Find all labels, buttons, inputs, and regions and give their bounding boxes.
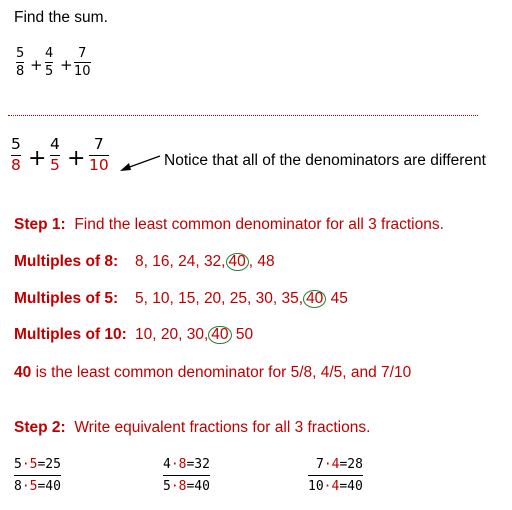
multiples-label: Multiples of 5: [14,290,119,307]
multiples-values: 5, 10, 15, 20, 25, 30, 35, [135,290,304,307]
multiplier: ·5 [21,457,38,472]
denominator: 8 [16,64,25,79]
lcd-value: 40 [14,364,32,381]
notice-text: Notice that all of the denominators are different [164,152,486,169]
result: =40 [37,479,61,494]
result: =40 [339,479,363,494]
base: 5 [163,479,171,494]
denominator: 5 [45,64,54,79]
fraction-bar [16,62,24,63]
multiples-values: 10, 20, 30, [135,326,209,343]
multiplier: ·5 [21,479,38,494]
step1-text: Find the least common denominator for all 3 fractions. [74,216,444,233]
problem-fraction-2-large [50,137,60,173]
section-divider [8,115,478,116]
numerator: 5 [11,135,21,153]
denominator: 10 [74,64,91,79]
numerator: 4 [45,46,54,61]
multiples-row-10 [14,326,253,344]
multiples-row-8 [14,253,275,271]
step2-text: Write equivalent fractions for all 3 fractions. [74,419,371,436]
denominator: 5 [50,155,60,174]
fraction-bar [308,475,363,476]
equivalent-fraction-3 [308,457,363,494]
multiplier: ·8 [170,479,187,494]
step2-line [14,419,370,437]
result: =25 [37,457,61,472]
plus-sign: + [28,146,47,171]
denominator: 8 [11,155,21,174]
problem-fraction-1-large [11,137,21,173]
plus-sign: + [60,56,73,74]
equivalent-numerator [308,457,363,472]
multiples-values-after: 50 [231,326,254,343]
lcd-text: is the least common denominator for 5/8, 4/5, and 7/10 [35,364,412,381]
multiplier: ·8 [170,457,187,472]
multiples-values-after: 45 [326,290,348,307]
multiples-values-after: , 48 [248,253,275,270]
multiples-label: Multiples of 8: [14,253,119,270]
multiples-values: 8, 16, 24, 32, [135,253,226,270]
base: 8 [14,479,22,494]
fraction-bar [74,62,91,63]
result: =40 [186,479,210,494]
multiples-label: Multiples of 10: [14,326,127,343]
problem-fraction-3 [74,47,91,78]
step2-label: Step 2: [14,419,66,436]
problem-fraction-3-large [89,137,109,173]
denominator: 10 [89,155,109,174]
arrow-icon [118,150,162,174]
numerator: 4 [50,135,60,153]
result: =28 [339,457,363,472]
base: 7 [316,457,324,472]
result: =32 [186,457,210,472]
lcd-circled: 40 [303,290,326,308]
lcd-circled: 40 [208,326,231,344]
step1-label: Step 1: [14,216,66,233]
equivalent-fraction-2 [163,457,210,494]
problem-fraction-1 [16,47,24,78]
problem-fraction-2 [45,47,53,78]
base: 5 [14,457,22,472]
lcd-circled: 40 [226,253,249,271]
numerator: 7 [93,135,104,153]
base: 10 [308,479,324,494]
numerator: 5 [16,46,25,61]
multiplier: ·4 [323,479,340,494]
numerator: 7 [78,46,87,61]
equivalent-denominator [308,479,363,494]
fraction-bar [14,475,61,476]
fraction-bar [45,62,53,63]
equivalent-fraction-1 [14,457,61,494]
equivalent-denominator [163,479,210,494]
fraction-bar [163,475,210,476]
equivalent-numerator [163,457,210,472]
plus-sign: + [30,56,43,74]
equivalent-numerator [14,457,61,472]
equivalent-denominator [14,479,61,494]
base: 4 [163,457,171,472]
plus-sign: + [67,146,86,171]
multiples-row-5 [14,290,348,308]
lcd-statement [14,364,411,382]
step1-line [14,216,444,234]
prompt-text: Find the sum. [14,9,108,26]
multiplier: ·4 [323,457,340,472]
